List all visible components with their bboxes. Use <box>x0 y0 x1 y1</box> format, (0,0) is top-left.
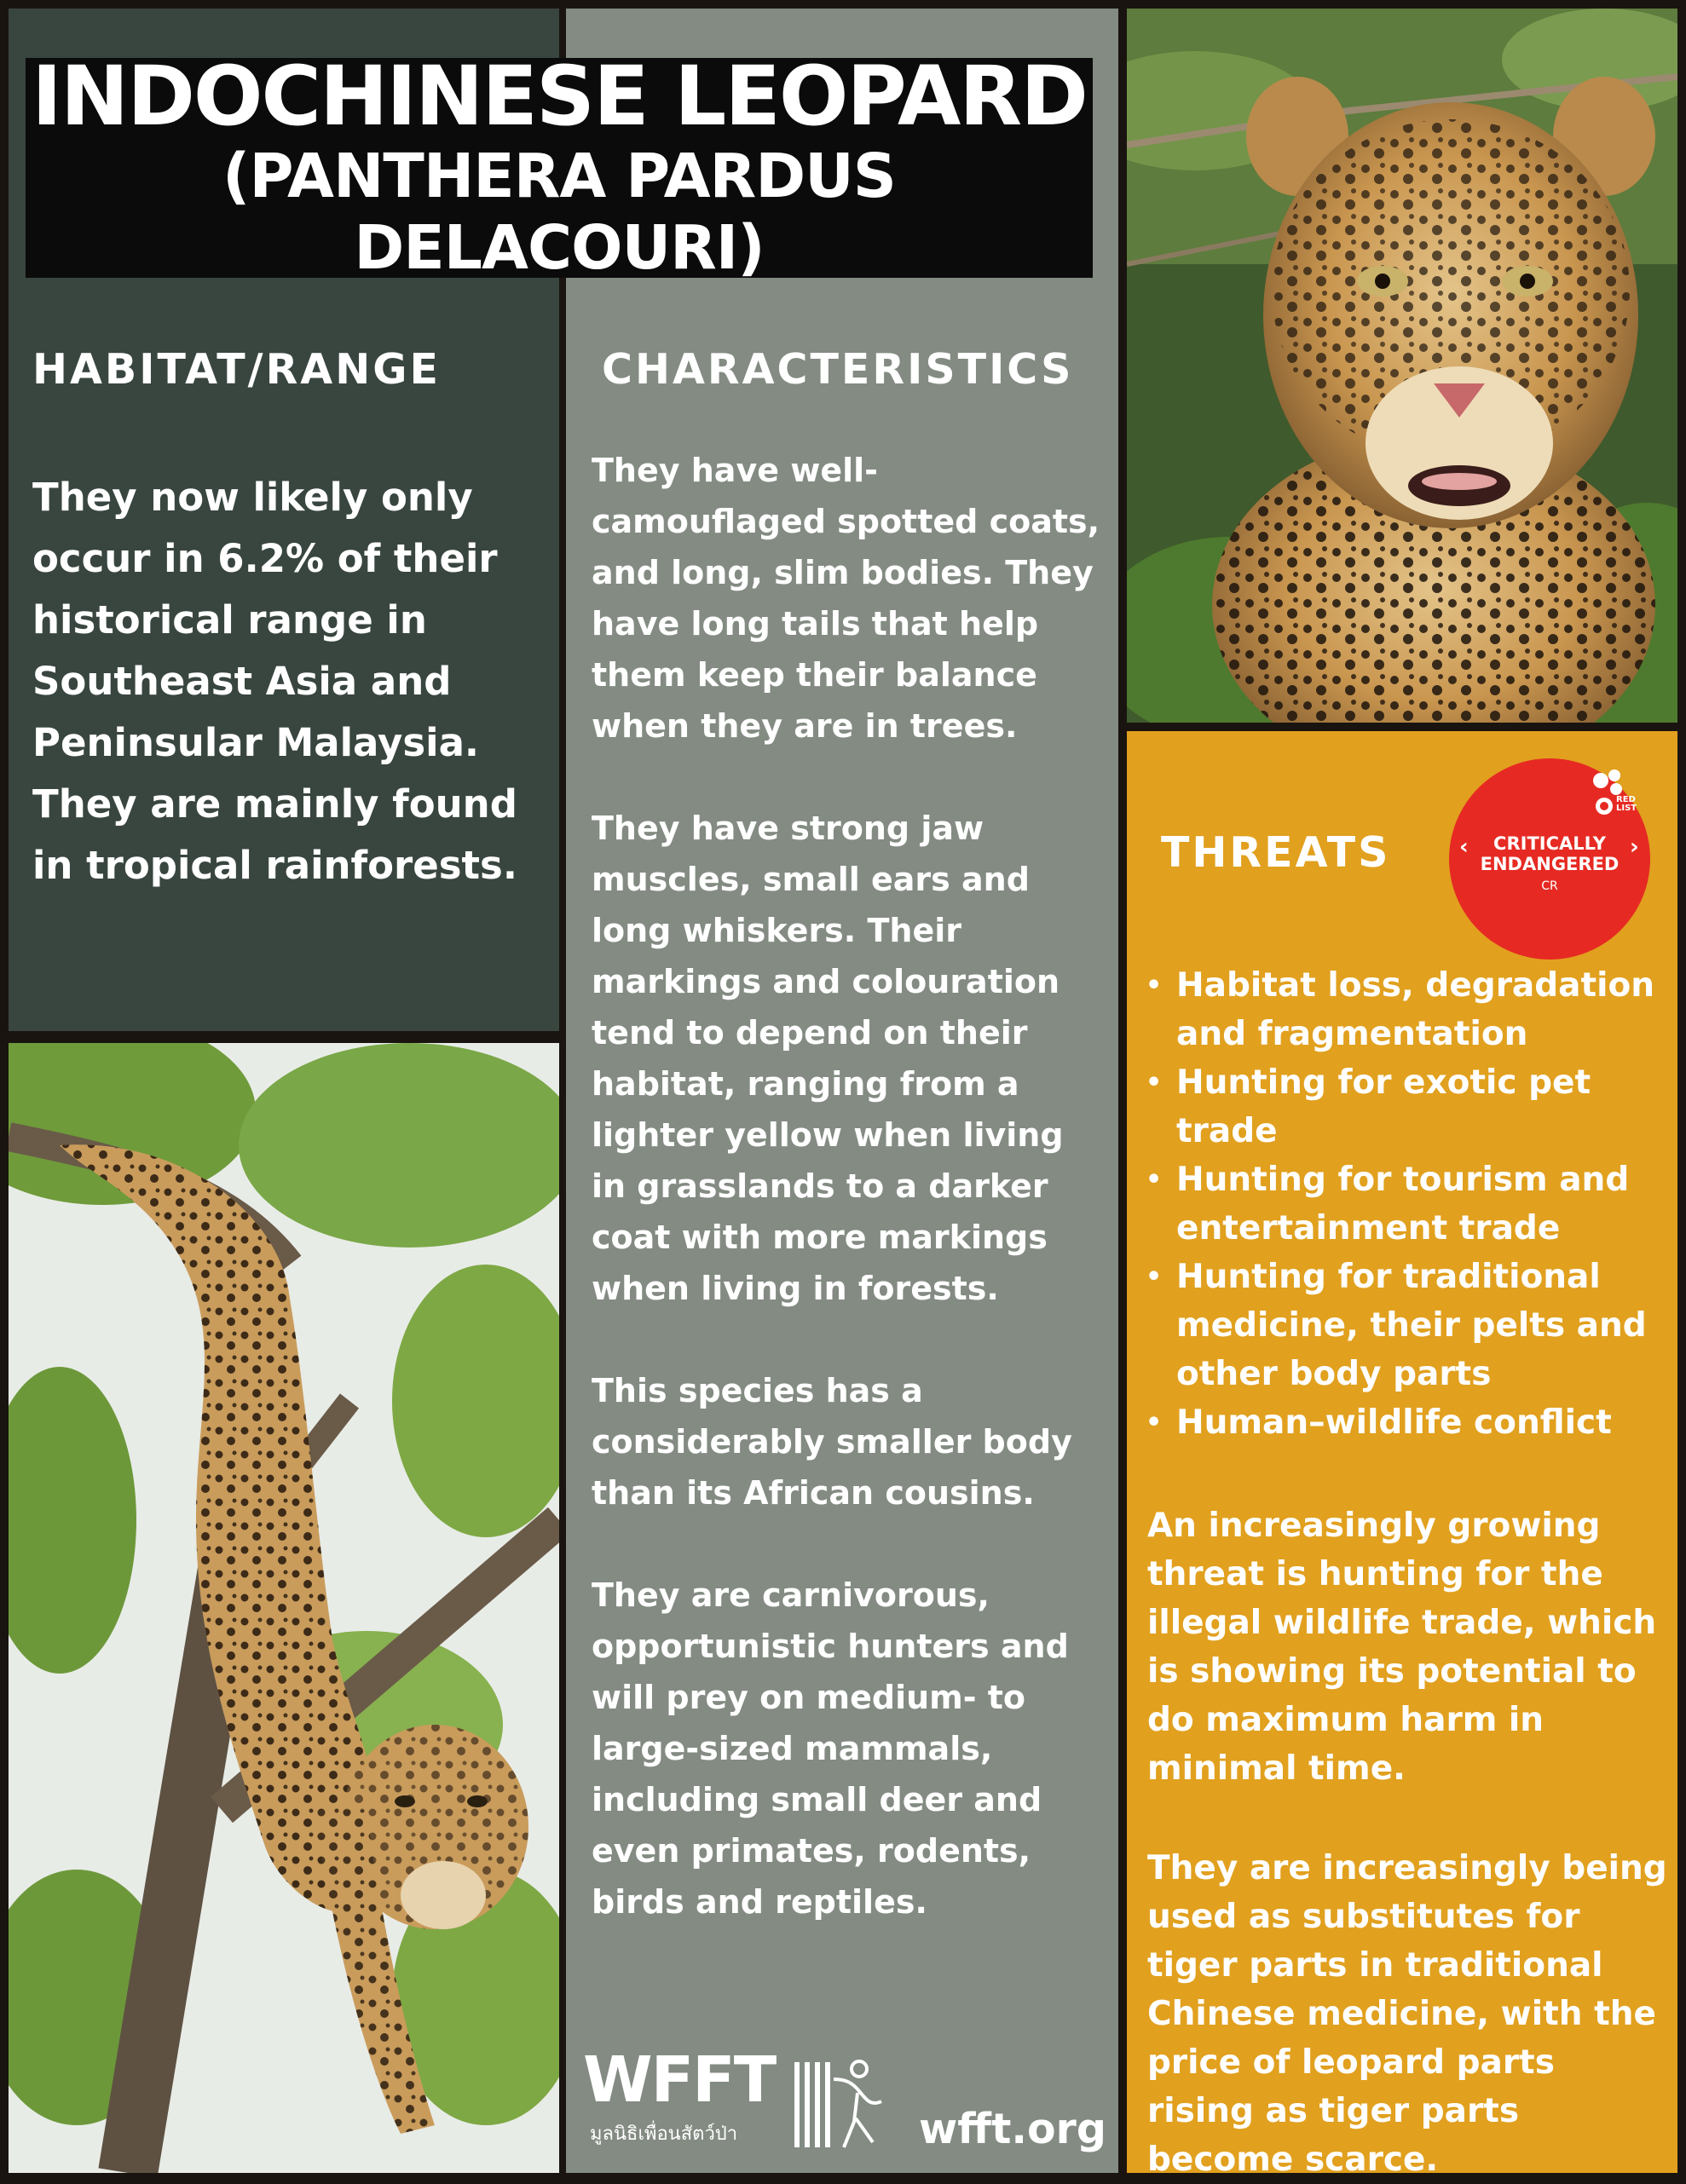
title-scientific-name: (PANTHERA PARDUS DELACOURI) <box>222 141 896 283</box>
leopard-portrait-photo <box>1127 9 1677 723</box>
characteristics-text <box>592 445 1103 1979</box>
threat-item: • Hunting for tourism and entertainment trade <box>1142 1155 1662 1253</box>
page-title <box>26 49 1093 283</box>
threat-item: • Hunting for traditional medicine, their pelts and other body parts <box>1142 1253 1662 1398</box>
red-list-code: CR <box>1541 879 1558 893</box>
characteristics-heading: CHARACTERISTICS <box>602 345 1074 394</box>
iucn-red-list-badge <box>1449 758 1650 959</box>
threat-item: • Human–wildlife conflict <box>1142 1398 1662 1447</box>
red-list-status-line1: CRITICALLY <box>1493 833 1606 854</box>
characteristics-paragraph: They have well-camouflaged spotted coats, and long, slim bodies. They have long tails that help them keep their balance when they are in trees. <box>592 452 1100 745</box>
characteristics-paragraph: They are carnivorous, opportunistic hunters and will prey on medium- to large-sized mammals, including small deer and even primates, rodents, birds and reptiles. <box>592 1576 1069 1921</box>
title-common-name: INDOCHINESE LEOPARD <box>32 49 1087 144</box>
threats-heading: THREATS <box>1161 828 1391 877</box>
threats-paragraph: They are increasingly being used as substitutes for tiger parts in traditional Chinese medicine, with the price of leopard parts rising as tiger parts become scarce. <box>1147 1849 1667 2179</box>
characteristics-paragraph: They have strong jaw muscles, small ears and long whiskers. Their markings and colouration tend to depend on their habitat, ranging from a lighter yellow when living in grasslands to a darker coat with more markings when living in forests. <box>592 810 1064 1307</box>
wfft-logo-word: WFFT <box>583 2043 776 2117</box>
threat-item: • Habitat loss, degradation and fragmentation <box>1142 961 1662 1058</box>
leopard-tree-photo <box>9 1043 559 2173</box>
wfft-website-link[interactable]: wfft.org <box>919 2105 1106 2153</box>
svg-text:›: › <box>1630 834 1639 860</box>
red-list-status-line2: ENDANGERED <box>1480 854 1620 874</box>
svg-text:‹: ‹ <box>1459 834 1469 860</box>
habitat-heading: HABITAT/RANGE <box>32 345 441 394</box>
threats-paragraph: An increasingly growing threat is hunting for the illegal wildlife trade, which is showing its potential to do maximum harm in minimal time. <box>1147 1507 1657 1788</box>
threats-list <box>1142 961 1662 1447</box>
habitat-text: They now likely only occur in 6.2% of their historical range in Southeast Asia and Peninsular Malaysia. They are mainly found in tropical rainforests. <box>32 475 517 888</box>
wfft-logo <box>580 2043 886 2161</box>
red-list-logo-text: RED LIST <box>1616 795 1637 813</box>
gibbon-cage-icon <box>793 2054 886 2156</box>
wfft-logo-thai: มูลนิธิเพื่อนสัตว์ป่า <box>590 2123 738 2145</box>
threat-item: • Hunting for exotic pet trade <box>1142 1058 1662 1155</box>
characteristics-paragraph: This species has a considerably smaller body than its African cousins. <box>592 1372 1072 1512</box>
